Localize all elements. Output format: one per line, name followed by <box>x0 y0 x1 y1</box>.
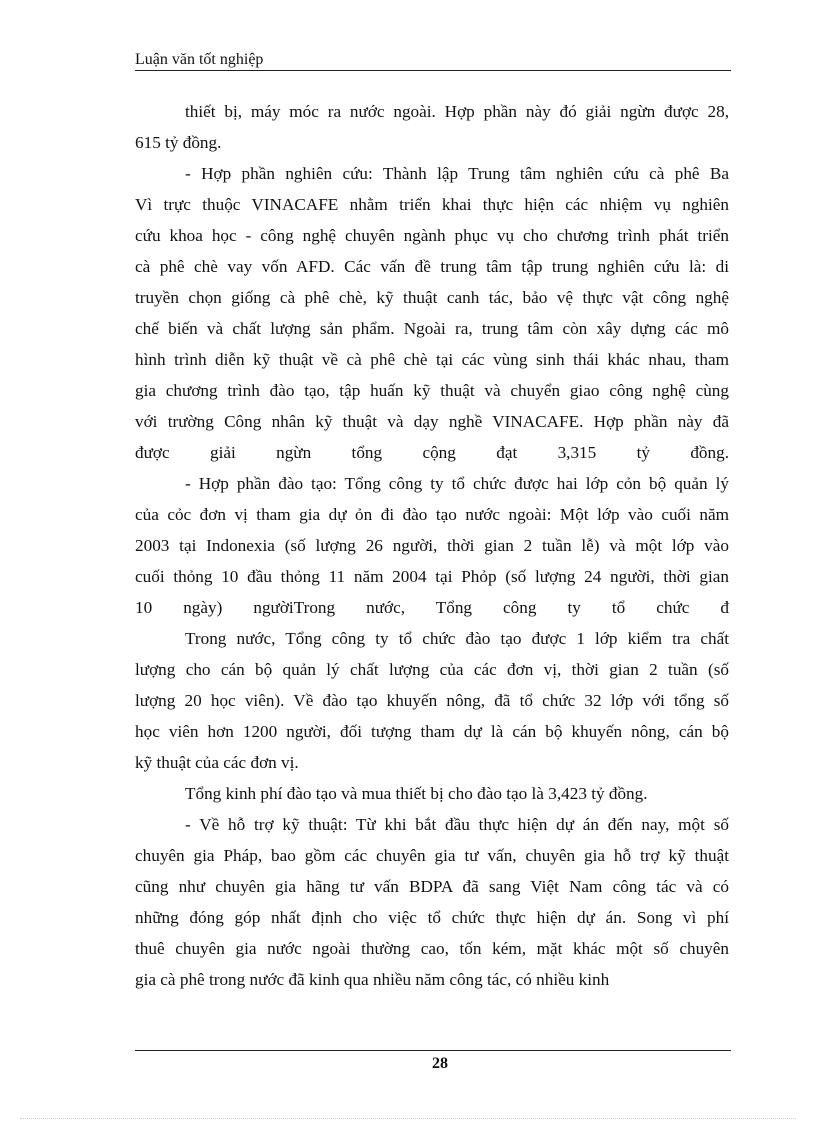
page-edge-dotted-line <box>20 1118 796 1119</box>
header-divider <box>135 70 731 71</box>
text-line: cà phê chè vay vốn AFD. Các vấn đề trung tâm tập trung nghiên cứu là: di <box>135 257 729 276</box>
text-line: gia chương trình đào tạo, tập huấn kỹ thuật và chuyển giao công nghệ cùng <box>135 381 729 400</box>
text-line: 2003 tại Indonexia (số lượng 26 người, thời gian 2 tuần lễ) và một lớp vào <box>135 536 729 555</box>
text-line: được giải ngừn tổng cộng đạt 3,315 tỷ đồng. <box>135 443 729 462</box>
text-line: truyền chọn giống cà phê chè, kỹ thuật canh tác, bảo vệ thực vật công nghệ <box>135 288 729 307</box>
text-line: chế biến và chất lượng sản phẩm. Ngoài ra, trung tâm còn xây dựng các mô <box>135 319 729 338</box>
text-line: Tổng kinh phí đào tạo và mua thiết bị cho đào tạo là 3,423 tỷ đồng. <box>185 784 648 803</box>
text-line: lượng 20 học viên). Về đào tạo khuyến nông, đã tổ chức 32 lớp với tổng số <box>135 691 729 710</box>
text-line: 10 ngày) ngườiTrong nước, Tổng công ty tổ chức đ <box>135 598 729 617</box>
text-line: cuối thỏng 10 đầu thỏng 11 năm 2004 tại Phỏp (số lượng 24 người, thời gian <box>135 567 729 586</box>
text-line: với trường Công nhân kỹ thuật và dạy nghề VINACAFE. Hợp phần này đã <box>135 412 729 431</box>
text-line: - Hợp phần nghiên cứu: Thành lập Trung tâm nghiên cứu cà phê Ba <box>185 164 729 183</box>
text-line: kỹ thuật của các đơn vị. <box>135 753 299 772</box>
text-line: lượng cho cán bộ quản lý chất lượng của các đơn vị, thời gian 2 tuần (số <box>135 660 729 679</box>
text-line: gia cà phê trong nước đã kinh qua nhiều năm công tác, có nhiều kinh <box>135 970 610 989</box>
footer-divider <box>135 1050 731 1051</box>
text-line: thiết bị, máy móc ra nước ngoài. Hợp phần này đó giải ngừn được 28, <box>185 102 729 121</box>
text-line: Trong nước, Tổng công ty tổ chức đào tạo được 1 lớp kiểm tra chất <box>185 629 729 648</box>
text-line: cứu khoa học - công nghệ chuyên ngành phục vụ cho chương trình phát triển <box>135 226 729 245</box>
text-line: Vì trực thuộc VINACAFE nhằm triển khai thực hiện các nhiệm vụ nghiên <box>135 195 729 214</box>
text-line: hình trình diễn kỹ thuật về cà phê chè tại các vùng sinh thái khác nhau, tham <box>135 350 729 369</box>
text-line: học viên hơn 1200 người, đối tượng tham dự là cán bộ khuyến nông, cán bộ <box>135 722 729 741</box>
page-number: 28 <box>432 1055 448 1072</box>
text-line: thuê chuyên gia nước ngoài thường cao, tốn kém, mặt khác một số chuyên <box>135 939 729 958</box>
text-line: - Hợp phần đào tạo: Tổng công ty tổ chức được hai lớp cỏn bộ quản lý <box>185 474 729 493</box>
text-line: - Về hỗ trợ kỹ thuật: Từ khi bắt đầu thực hiện dự án đến nay, một số <box>185 815 729 834</box>
text-line: của cỏc đơn vị tham gia dự ỏn đi đào tạo nước ngoài: Một lớp vào cuối năm <box>135 505 729 524</box>
header-title: Luận văn tốt nghiệp <box>135 51 264 68</box>
text-line: 615 tỷ đồng. <box>135 133 222 152</box>
text-line: chuyên gia Pháp, bao gồm các chuyên gia tư vấn, chuyên gia hỗ trợ kỹ thuật <box>135 846 729 865</box>
text-line: những đóng góp nhất định cho việc tổ chức thực hiện dự án. Song vì phí <box>135 908 729 927</box>
text-line: cũng như chuyên gia hãng tư vấn BDPA đã sang Việt Nam công tác và có <box>135 877 729 896</box>
